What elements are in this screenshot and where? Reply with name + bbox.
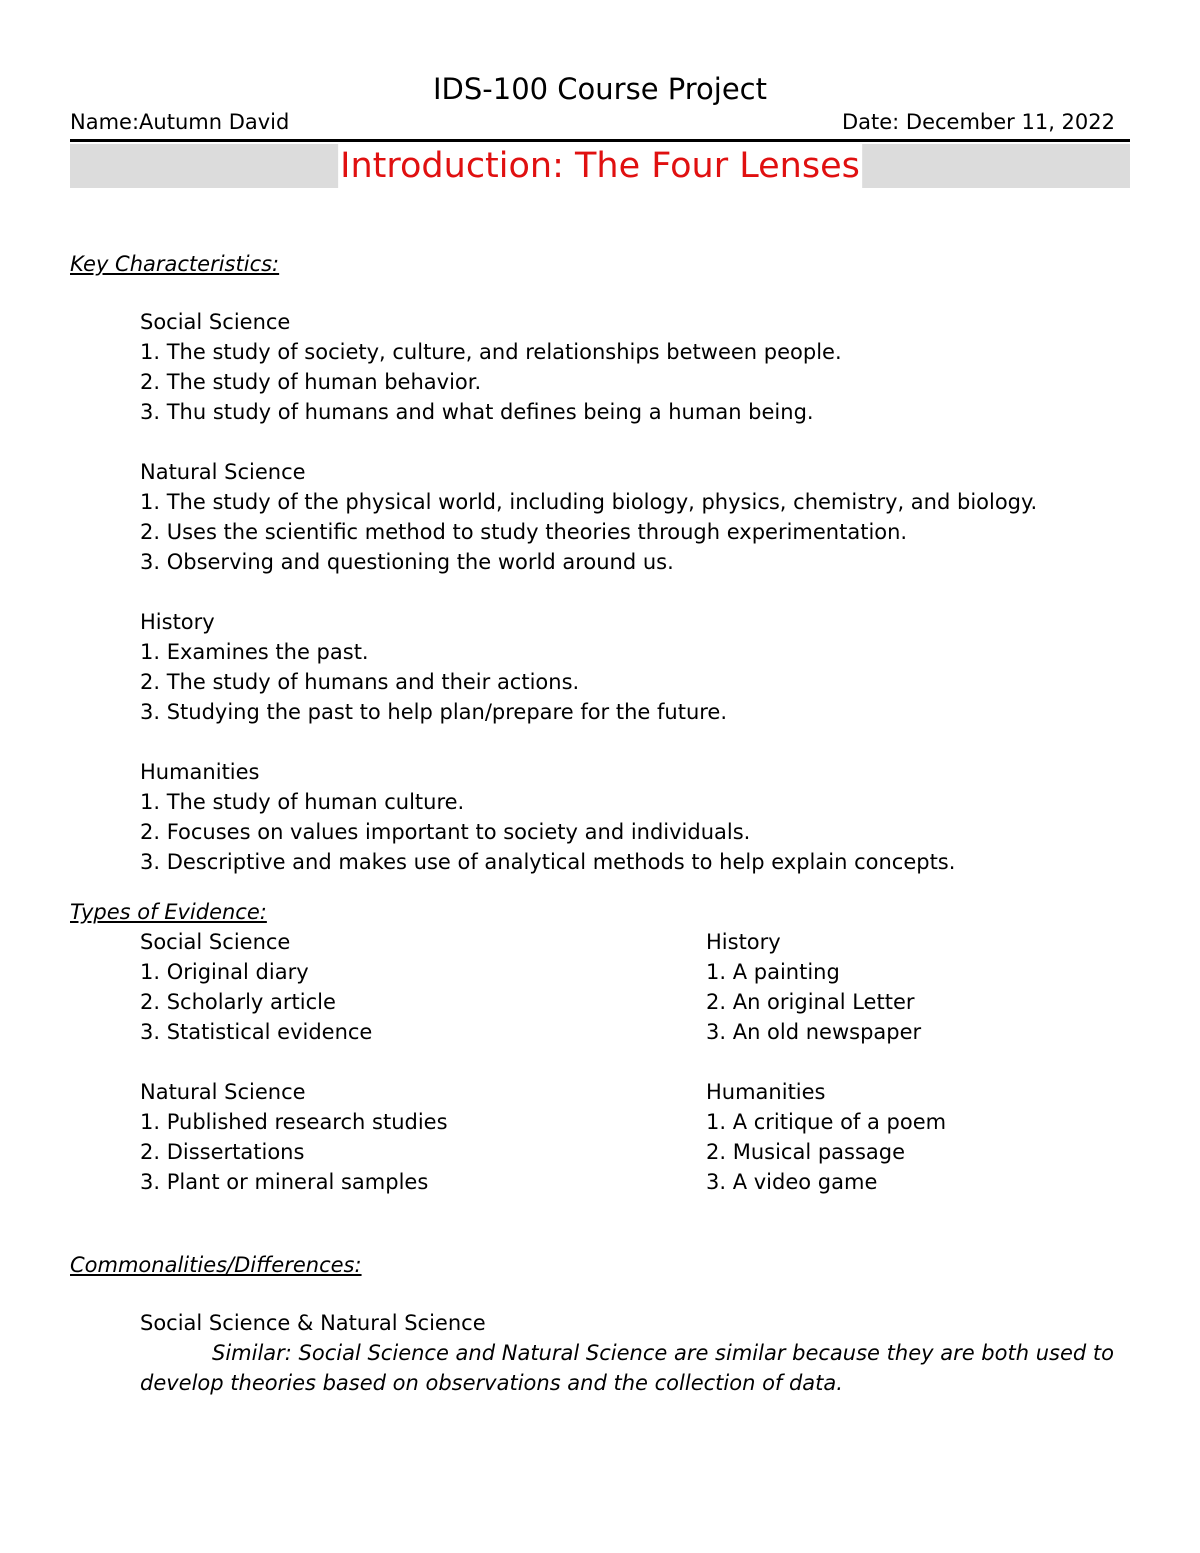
list-item: 2. Dissertations [140,1140,305,1164]
spacer [140,577,1037,607]
list-item: 2. The study of humans and their actions. [140,670,580,694]
section-banner [70,144,1130,188]
list-item: 3. Plant or mineral samples [140,1170,429,1194]
spacer [140,727,1037,757]
list-item: 2. Uses the scientific method to study theories through experimentation. [140,520,908,544]
list-item: 2. Focuses on values important to society and individuals. [140,820,751,844]
group-title: History [140,610,215,634]
author-name: Name:Autumn David [70,110,290,134]
group-title: Social Science [140,310,291,334]
banner-title: Introduction: The Four Lenses [340,146,860,186]
list-item: 3. Thu study of humans and what defines being a human being. [140,400,814,424]
evidence-right-column [706,927,946,1197]
list-item: 2. The study of human behavior. [140,370,482,394]
list-item: 2. Scholarly article [140,990,336,1014]
list-item: 3. Statistical evidence [140,1020,373,1044]
group-title: Humanities [706,1080,826,1104]
similarity-text-line1: Similar: Social Science and Natural Science are similar because they are both used to [212,1341,1114,1365]
evidence-left-column [140,927,448,1197]
list-item: 3. Studying the past to help plan/prepare for the future. [140,700,728,724]
spacer [140,427,1037,457]
list-item: 3. Descriptive and makes use of analytical methods to help explain concepts. [140,850,956,874]
list-item: 2. Musical passage [706,1140,906,1164]
list-item: 1. Original diary [140,960,309,984]
list-item: 1. The study of human culture. [140,790,465,814]
key-characteristics-heading: Key Characteristics: [70,252,280,276]
list-item: 1. A critique of a poem [706,1110,947,1134]
group-title: Social Science [140,930,291,954]
list-item: 3. Observing and questioning the world around us. [140,550,674,574]
list-item: 1. A painting [706,960,840,984]
commonalities-heading: Commonalities/Differences: [70,1253,362,1277]
group-title: History [706,930,781,954]
list-item: 1. Examines the past. [140,640,369,664]
list-item: 1. The study of society, culture, and relationships between people. [140,340,842,364]
comparison-pair-title: Social Science & Natural Science [140,1311,486,1335]
list-item: 2. An original Letter [706,990,915,1014]
key-characteristics-list [140,307,1037,877]
evidence-heading: Types of Evidence: [70,900,267,924]
list-item: 1. The study of the physical world, including biology, physics, chemistry, and biology. [140,490,1038,514]
header-rule [70,139,1130,142]
document-date: Date: December 11, 2022 [841,110,1115,134]
document-title: IDS-100 Course Project [432,72,767,106]
spacer [706,1047,946,1077]
similarity-text-line2: develop theories based on observations and the collection of data. [140,1371,843,1395]
group-title: Natural Science [140,460,306,484]
spacer [140,1047,448,1077]
group-title: Natural Science [140,1080,306,1104]
list-item: 3. An old newspaper [706,1020,922,1044]
list-item: 1. Published research studies [140,1110,448,1134]
group-title: Humanities [140,760,260,784]
list-item: 3. A video game [706,1170,878,1194]
